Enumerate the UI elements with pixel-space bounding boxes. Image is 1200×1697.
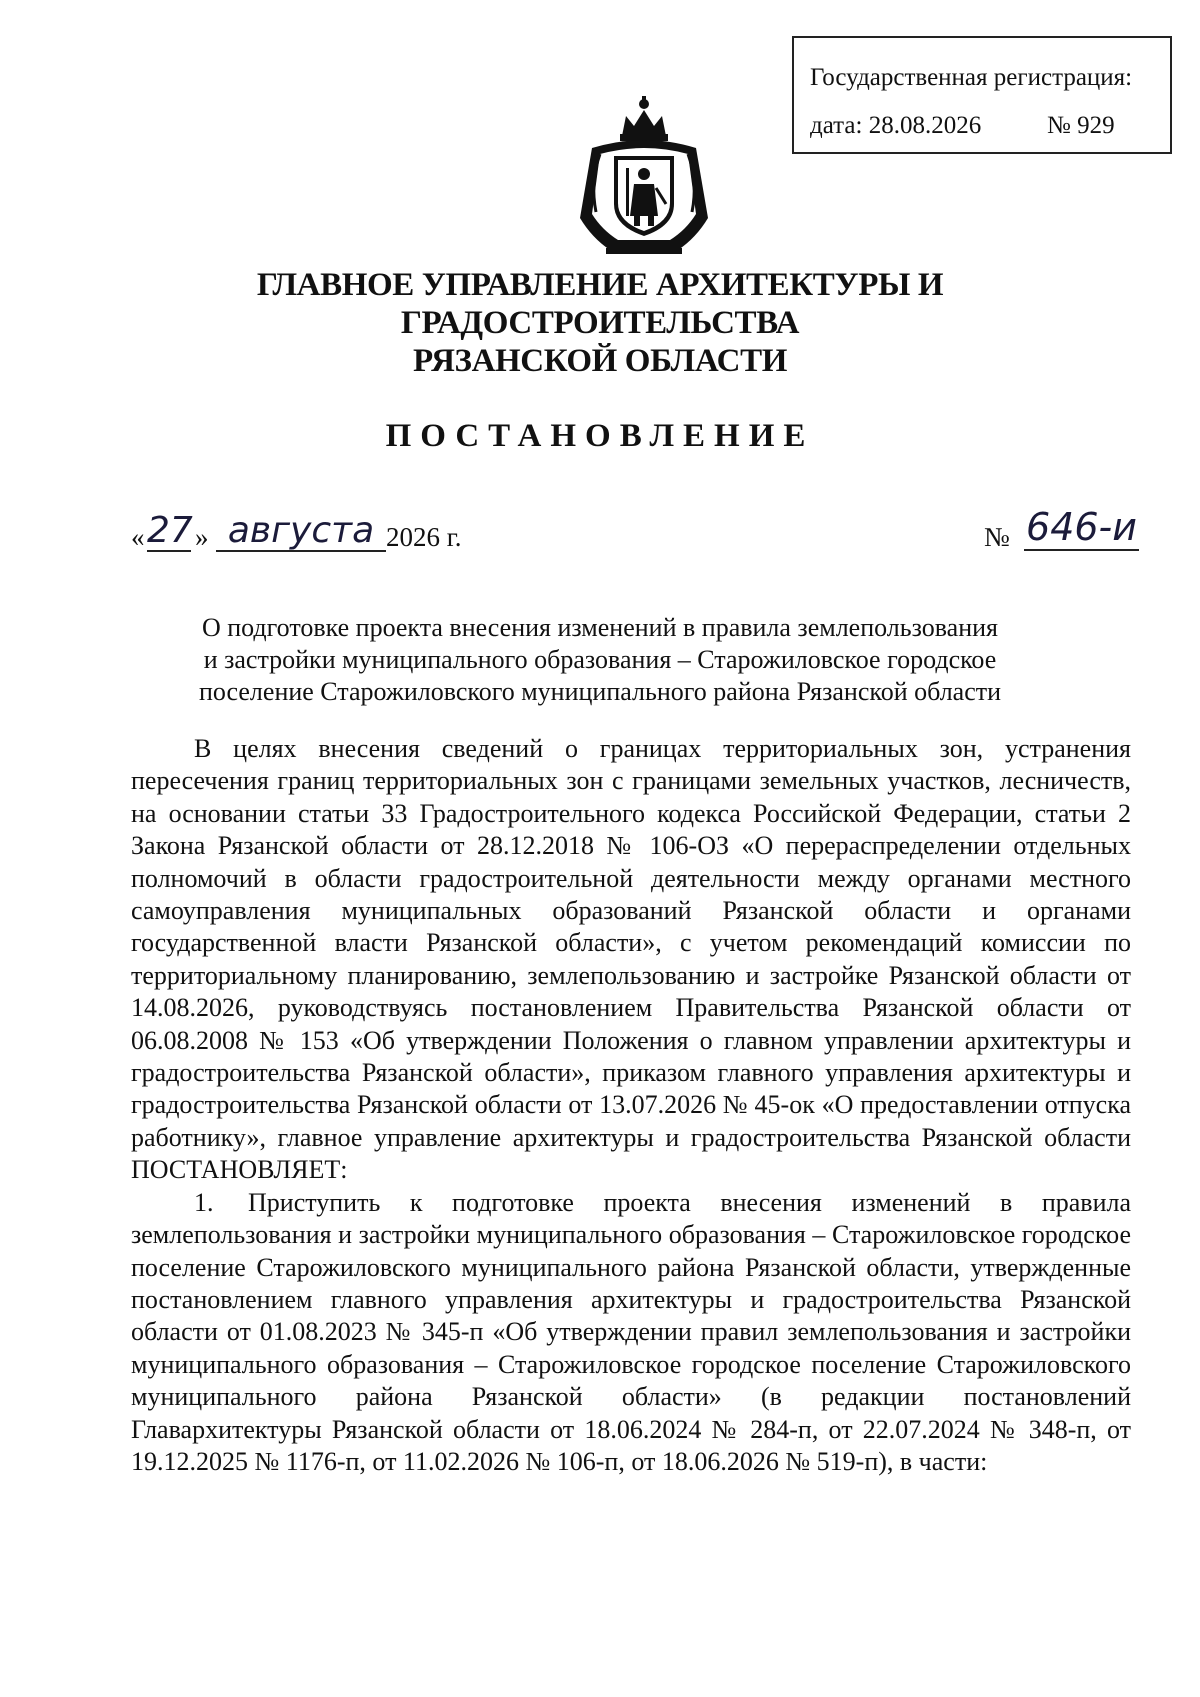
date-month: августа — [216, 510, 386, 552]
agency-name — [100, 266, 1100, 380]
date-open-quote: « — [131, 522, 145, 552]
registration-date: дата: 28.08.2026 — [810, 112, 982, 139]
registration-number: № 929 — [1047, 112, 1115, 139]
registration-title: Государственная регистрация: — [810, 64, 1133, 91]
number-value: 646-и — [1024, 505, 1139, 551]
agency-name-line-2: РЯЗАНСКОЙ ОБЛАСТИ — [413, 343, 787, 379]
date-day: 27 — [147, 510, 193, 551]
document-type: ПОСТАНОВЛЕНИЕ — [385, 418, 815, 454]
item-1-paragraph — [131, 1187, 1131, 1479]
ryazan-coat-of-arms-icon — [570, 92, 718, 260]
subject-line-1: О подготовке проекта внесения изменений в правила землепользования — [201, 613, 998, 642]
date-close-quote: » — [195, 522, 209, 552]
subject-line-2: и застройки муниципального образования – Старожиловское городское — [203, 645, 997, 674]
agency-name-line-1: ГЛАВНОЕ УПРАВЛЕНИЕ АРХИТЕКТУРЫ И ГРАДОСТРОИТЕЛЬСТВА — [256, 267, 944, 341]
item-1-text: Приступить к подготовке проекта внесения изменений в правила землепользования и застройки муниципального образования – Старожиловское городское поселение Старожиловского муниципального района Рязанской области, утвержденные постановлением главного управления архитектуры и градостроительства Рязанской области от 01.08.2023 № 345-п «Об утверждении правил землепользования и застройки муниципального образования – Старожиловское городское поселение Старожиловского муниципального района Рязанской области» (в редакции постановлений Главархитектуры Рязанской области от 18.06.2024 № 284-п, от 22.07.2024 № 348-п, от 19.12.2025 № 1176-п, от 11.02.2026 № 106-п, от 18.06.2026 № 519-п), в части: — [131, 1187, 1131, 1476]
item-1-number: 1. — [194, 1187, 214, 1217]
document-subject — [150, 612, 1050, 708]
registration-stamp — [792, 36, 1172, 154]
date-year: 2026 г. — [386, 522, 462, 552]
number-label: № — [984, 522, 1010, 552]
document-body — [131, 733, 1131, 1478]
preamble-paragraph: В целях внесения сведений о границах территориальных зон, устранения пересечения границ территориальных зон с границами земельных участков, лесничеств, на основании статьи 33 Градостроительного кодекса Российской Федерации, статьи 2 Закона Рязанской области от 28.12.2018 № 106-ОЗ «О перераспределении отдельных полномочий в области градостроительной деятельности между органами местного самоуправления муниципальных образований Рязанской области и органами государственной власти Рязанской области», с учетом рекомендаций комиссии по территориальному планированию, землепользованию и застройке Рязанской области от 14.08.2026, руководствуясь постановлением Правительства Рязанской области от 06.08.2008 № 153 «Об утверждении Положения о главном управлении архитектуры и градостроительства Рязанской области», приказом главного управления архитектуры и градостроительства Рязанской области от 13.07.2026 № 45-ок «О предоставлении отпуска работнику», главное управление архитектуры и градостроительства Рязанской области ПОСТАНОВЛЯЕТ: — [131, 734, 1131, 1185]
subject-line-3: поселение Старожиловского муниципального района Рязанской области — [198, 677, 1002, 706]
